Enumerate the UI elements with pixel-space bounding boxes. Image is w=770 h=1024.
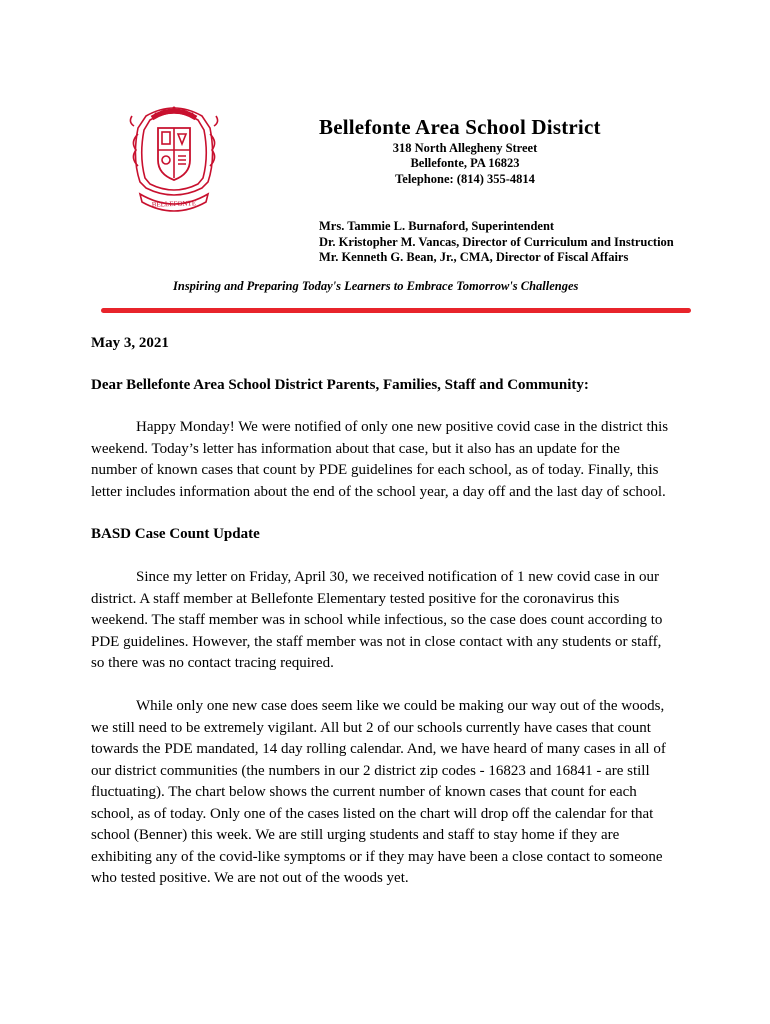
letterhead-divider xyxy=(101,308,691,313)
crest-banner-text: BELLEFONTE xyxy=(151,199,197,209)
letter-date: May 3, 2021 xyxy=(91,335,169,351)
address-street: 318 North Allegheny Street xyxy=(392,141,538,155)
paragraph-line: so there was no contact tracing required. xyxy=(91,655,334,671)
address-city: Bellefonte, PA 16823 xyxy=(410,156,520,170)
paragraph-line: school, as of today. Only one of the cases listed on the chart will drop off the calendar for that xyxy=(91,805,654,822)
paragraph-line: our district communities (the numbers in our 2 district zip codes - 16823 and 16841 - are still xyxy=(91,762,650,779)
district-name: Bellefonte Area School District xyxy=(319,115,601,139)
paragraph-line: Since my letter on Friday, April 30, we received notification of 1 new covid case in our xyxy=(136,569,660,585)
staff-director-fiscal: Mr. Kenneth G. Bean, Jr., CMA, Director of Fiscal Affairs xyxy=(319,250,629,264)
district-motto: Inspiring and Preparing Today's Learners to Embrace Tomorrow's Challenges xyxy=(173,279,579,293)
section-heading-case-count: BASD Case Count Update xyxy=(91,526,260,542)
paragraph-line: number of known cases that count by PDE guidelines for each school, as of today. Finally, this xyxy=(91,462,659,478)
paragraph-intro xyxy=(91,417,691,503)
paragraph-line: district. A staff member at Bellefonte Elementary tested positive for the coronavirus this xyxy=(91,590,620,607)
phone-number: Telephone: (814) 355-4814 xyxy=(395,172,535,186)
paragraph-line: Happy Monday! We were notified of only one new positive covid case in the district this xyxy=(136,419,669,435)
paragraph-line: weekend. The staff member was in school while infectious, so the case does count according to xyxy=(91,612,663,628)
paragraph-line: exhibiting any of the covid-like symptoms or if they may have been a close contact to someone xyxy=(91,848,663,865)
paragraph-line: fluctuating). The chart below shows the current number of known cases that count for each xyxy=(91,784,637,800)
paragraph-line: towards the PDE mandated, 14 day rolling calendar. And, we have heard of many cases in all of xyxy=(91,741,666,757)
letter-salutation: Dear Bellefonte Area School District Parents, Families, Staff and Community: xyxy=(91,377,589,393)
paragraph-line: While only one new case does seem like we could be making our way out of the woods, xyxy=(136,698,665,714)
paragraph-line: letter includes information about the end of the school year, a day off and the last day of school. xyxy=(91,483,666,500)
district-crest-logo xyxy=(126,98,222,216)
paragraph-line: PDE guidelines. However, the staff member was not in close contact with any students or staff, xyxy=(91,633,662,650)
paragraph-line: who tested positive. We are not out of the woods yet. xyxy=(91,870,409,886)
paragraph-new-case xyxy=(91,567,691,675)
paragraph-line: weekend. Today’s letter has information about that case, but it also has an update for the xyxy=(91,440,620,457)
paragraph-line: school (Benner) this week. We are still urging students and staff to stay home if they are xyxy=(91,827,620,843)
paragraph-line: we still need to be extremely vigilant. All but 2 of our schools currently have cases that count xyxy=(91,719,651,736)
staff-superintendent: Mrs. Tammie L. Burnaford, Superintendent xyxy=(319,219,555,233)
staff-director-curriculum: Dr. Kristopher M. Vancas, Director of Curriculum and Instruction xyxy=(319,235,674,249)
paragraph-vigilance xyxy=(91,696,691,890)
